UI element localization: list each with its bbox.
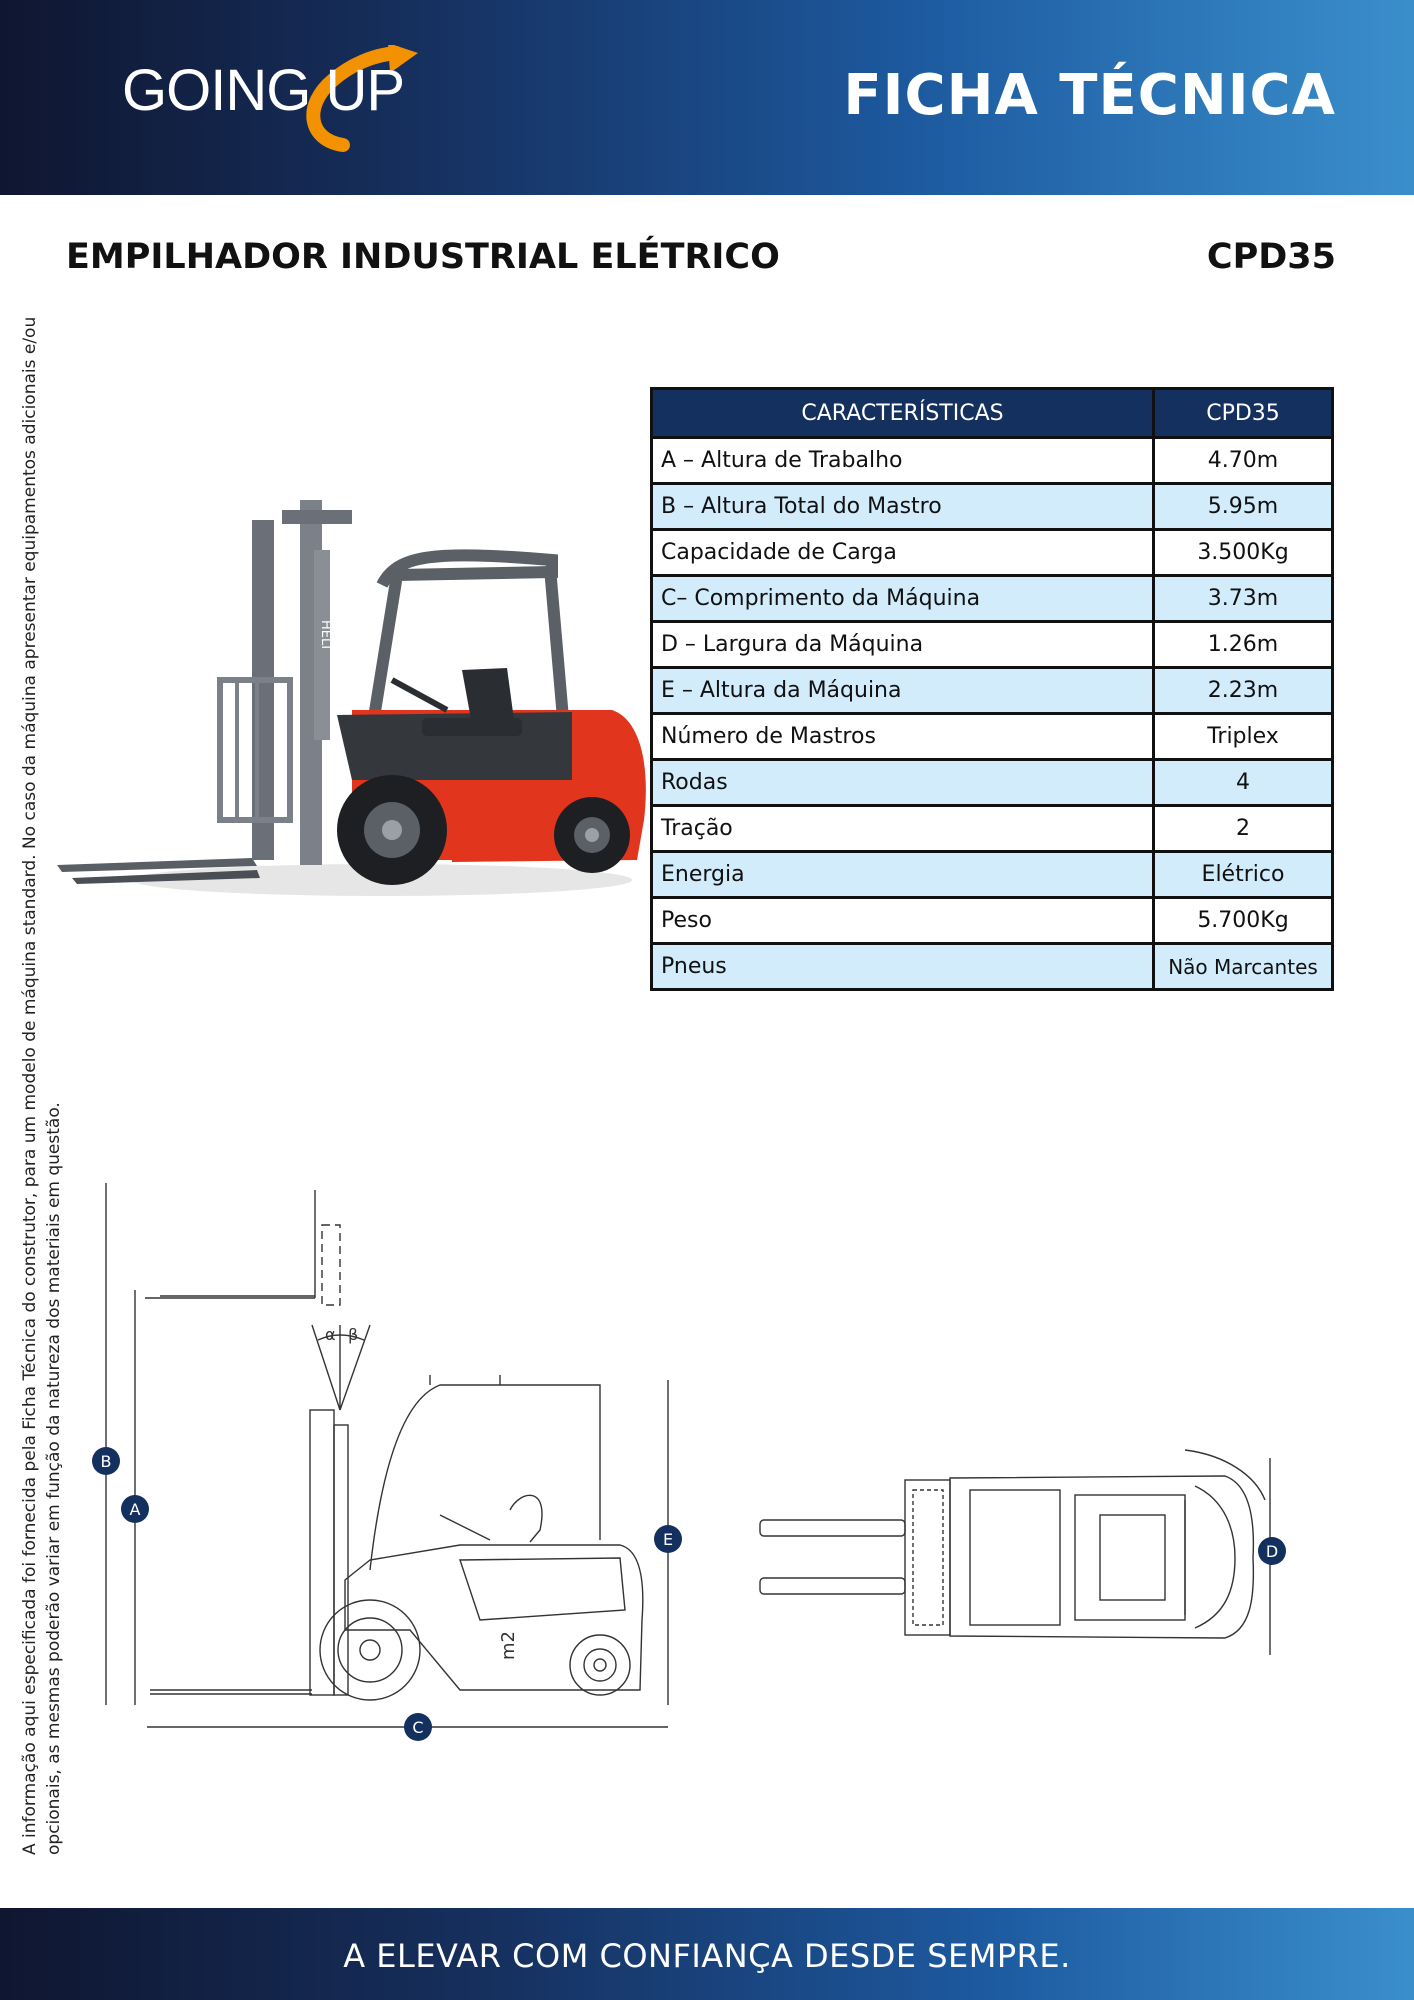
table-row bbox=[652, 944, 1333, 990]
table-header-row bbox=[652, 389, 1333, 438]
row-label: Peso bbox=[652, 898, 1154, 944]
table-row bbox=[652, 760, 1333, 806]
row-value: 3.73m bbox=[1154, 576, 1333, 622]
row-label: E – Altura da Máquina bbox=[652, 668, 1154, 714]
row-label: B – Altura Total do Mastro bbox=[652, 484, 1154, 530]
angle-beta: β bbox=[348, 1325, 359, 1344]
svg-text:C: C bbox=[412, 1718, 424, 1737]
row-value: 2.23m bbox=[1154, 668, 1333, 714]
m2-label: m2 bbox=[498, 1631, 519, 1660]
svg-text:B: B bbox=[100, 1452, 112, 1471]
row-value: Triplex bbox=[1154, 714, 1333, 760]
marker-c bbox=[404, 1713, 432, 1741]
marker-b bbox=[92, 1447, 120, 1475]
disclaimer-line-1: A informação aqui especificada foi fornecida pela Ficha Técnica do construtor, para um modelo de máquina standard. No caso da máquina apresentar equipamentos adicionais e/ou bbox=[20, 316, 40, 1855]
table-row bbox=[652, 530, 1333, 576]
row-label: C– Comprimento da Máquina bbox=[652, 576, 1154, 622]
disclaimer-line-2: opcionais, as mesmas poderão variar em função da natureza dos materiais em questão. bbox=[44, 1102, 64, 1855]
row-value: 3.500Kg bbox=[1154, 530, 1333, 576]
page-title: FICHA TÉCNICA bbox=[843, 63, 1336, 128]
column-header-model: CPD35 bbox=[1154, 389, 1333, 438]
top-view-drawing bbox=[755, 1440, 1295, 1670]
column-header-characteristics: CARACTERÍSTICAS bbox=[652, 389, 1154, 438]
row-value: 1.26m bbox=[1154, 622, 1333, 668]
product-title: EMPILHADOR INDUSTRIAL ELÉTRICO bbox=[66, 237, 780, 277]
logo-text: GOING UP bbox=[122, 58, 405, 123]
row-value: 2 bbox=[1154, 806, 1333, 852]
row-value: 5.700Kg bbox=[1154, 898, 1333, 944]
row-label: Número de Mastros bbox=[652, 714, 1154, 760]
row-label: D – Largura da Máquina bbox=[652, 622, 1154, 668]
header-band bbox=[0, 0, 1414, 195]
table-row bbox=[652, 898, 1333, 944]
row-value: 5.95m bbox=[1154, 484, 1333, 530]
product-model: CPD35 bbox=[1206, 237, 1336, 277]
row-label: Pneus bbox=[652, 944, 1154, 990]
row-label: Capacidade de Carga bbox=[652, 530, 1154, 576]
svg-text:A: A bbox=[129, 1500, 141, 1519]
table-row bbox=[652, 714, 1333, 760]
row-label: A – Altura de Trabalho bbox=[652, 438, 1154, 484]
forklift-photo bbox=[52, 480, 652, 920]
table-row bbox=[652, 484, 1333, 530]
row-value: Elétrico bbox=[1154, 852, 1333, 898]
spec-table bbox=[650, 387, 1334, 991]
row-label: Energia bbox=[652, 852, 1154, 898]
svg-text:D: D bbox=[1265, 1542, 1279, 1561]
footer-slogan: A ELEVAR COM CONFIANÇA DESDE SEMPRE. bbox=[343, 1937, 1071, 1975]
svg-text:E: E bbox=[662, 1530, 674, 1549]
footer-band bbox=[0, 1908, 1414, 2000]
marker-d bbox=[1258, 1537, 1286, 1565]
table-row bbox=[652, 622, 1333, 668]
table-row bbox=[652, 806, 1333, 852]
marker-a bbox=[121, 1495, 149, 1523]
table-row bbox=[652, 438, 1333, 484]
row-value: 4.70m bbox=[1154, 438, 1333, 484]
angle-alpha: α bbox=[325, 1325, 336, 1344]
row-label: Tração bbox=[652, 806, 1154, 852]
table-row bbox=[652, 576, 1333, 622]
table-row bbox=[652, 668, 1333, 714]
row-label: Rodas bbox=[652, 760, 1154, 806]
heli-label: HELI bbox=[318, 620, 333, 650]
marker-e bbox=[654, 1525, 682, 1553]
row-value: Não Marcantes bbox=[1154, 944, 1333, 990]
row-value: 4 bbox=[1154, 760, 1333, 806]
table-row bbox=[652, 852, 1333, 898]
side-view-drawing bbox=[80, 1180, 700, 1750]
